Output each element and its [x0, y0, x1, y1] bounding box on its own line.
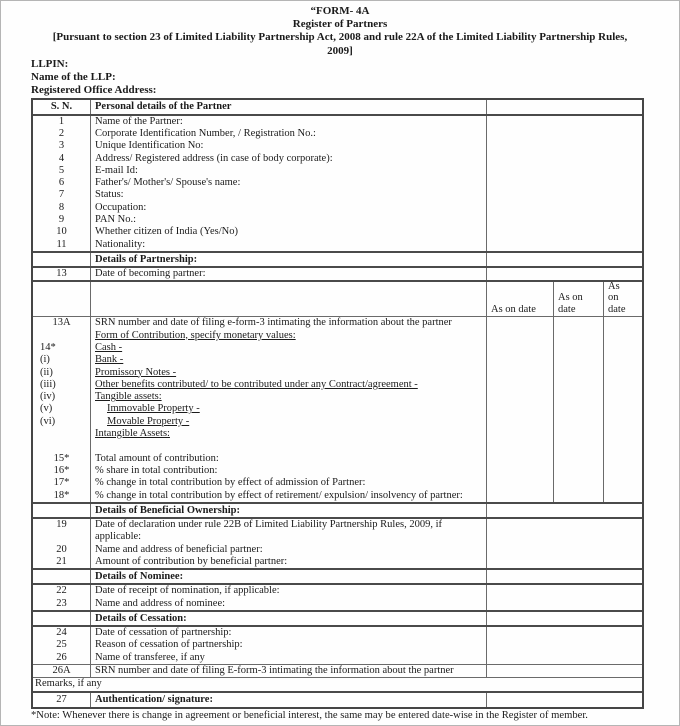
sn-cell: [33, 585, 91, 610]
form-line-text: 19: [56, 519, 67, 530]
details-line: [95, 465, 486, 477]
table-row-block: [33, 114, 642, 251]
form-line-text: 23: [56, 597, 67, 609]
details-line: [95, 477, 486, 489]
form-line-text: 2: [58, 127, 65, 139]
details-cell: [91, 519, 487, 568]
sn-line: [33, 140, 90, 152]
sn-cell: [33, 253, 91, 266]
form-line-text: SRN number and date of filing E-form-3 intimating the information about the partner: [95, 665, 454, 677]
form-line-text: Occupation:: [95, 201, 147, 213]
sn-line: [33, 379, 90, 391]
sn-line: [33, 428, 90, 440]
form-line-text: 17*: [53, 477, 70, 489]
form-line-text: Details of Beneficial Ownership:: [95, 504, 240, 516]
table-row-auth: [33, 691, 642, 707]
table-row-block: [33, 266, 642, 280]
sn-cell: [33, 612, 91, 625]
as-on-date-cell: [487, 282, 554, 316]
details-line: [95, 416, 486, 428]
form-line-text: Total amount of contribution:: [95, 452, 219, 464]
form-line-text: Remarks, if any: [35, 678, 102, 690]
details-line: [95, 100, 486, 113]
details-line: [95, 202, 486, 214]
details-line: [95, 354, 486, 366]
form-line-text: E-mail Id:: [95, 164, 138, 176]
sn-line: [33, 519, 90, 531]
details-cell: [91, 504, 487, 517]
value-cell: [487, 504, 642, 517]
details-cell: [91, 627, 487, 664]
form-line-text: Authentication/ signature:: [95, 694, 213, 706]
sn-line: [33, 391, 90, 403]
details-line: [95, 504, 486, 517]
details-line: [95, 570, 486, 583]
form-line-text: Date of declaration under rule 22B of Limited Liability Partnership Rules, 2009, if: [95, 519, 442, 530]
sn-line: [33, 416, 90, 428]
details-cell: [91, 253, 487, 266]
form-line-text: Name of the Partner:: [95, 115, 183, 127]
table-row-section: [33, 568, 642, 583]
form-line-text: Reason of cessation of partnership:: [95, 639, 243, 651]
form-line-text: Date of cessation of partnership:: [95, 627, 232, 639]
form-line-text: Status:: [95, 189, 124, 201]
form-line-text: Bank -: [95, 354, 124, 366]
form-line-text: (v): [40, 403, 53, 415]
details-line: [95, 239, 486, 251]
form-line-text: Name and address of beneficial partner:: [95, 543, 263, 555]
form-line-text: Tangible assets:: [95, 391, 162, 403]
sn-line: [33, 504, 90, 517]
sn-line: [33, 239, 90, 251]
sn-cell: [33, 317, 91, 501]
form-line-text: Details of Nominee:: [95, 571, 184, 583]
details-line: [95, 585, 486, 597]
pursuant-line-1: [Pursuant to section 23 of Limited Liability Partnership Act, 2008 and rule 22A of the Limited Liability Partnership Rules,: [52, 31, 628, 44]
sn-line: [33, 556, 90, 568]
form-line-text: Personal details of the Partner: [95, 101, 232, 113]
details-line: [95, 189, 486, 201]
form-line-text: Name of transferee, if any: [95, 651, 205, 663]
form-line-text: 26: [56, 651, 67, 663]
table-row-block: [33, 316, 642, 501]
details-line: [95, 490, 486, 502]
form-line-text: Details of Partnership:: [95, 253, 198, 265]
value-subcell: [487, 317, 554, 501]
form-line-text: Amount of contribution by beneficial partner:: [95, 555, 288, 567]
details-line: [95, 177, 486, 189]
form-line-text: (iii): [40, 378, 56, 390]
form-line-text: Intangible Assets:: [95, 428, 170, 440]
table-row-block: [33, 583, 642, 610]
sn-line: [33, 531, 90, 543]
form-line-text: 13: [56, 268, 67, 280]
details-cell: [91, 612, 487, 625]
value-cell: [487, 612, 642, 625]
form-line-text: 15*: [53, 452, 70, 464]
remarks-cell: [33, 678, 642, 691]
value-subcell: [604, 317, 642, 501]
form-line-text: 7: [58, 189, 65, 201]
sn-line: [33, 116, 90, 128]
sn-cell: [33, 100, 91, 113]
sn-line: [33, 465, 90, 477]
details-line: [95, 253, 486, 266]
sn-line: [33, 354, 90, 366]
sn-line: [33, 253, 90, 266]
sn-line: [33, 268, 90, 280]
details-line: [95, 317, 486, 329]
form-line-text: 20: [56, 543, 67, 555]
sn-line: [33, 317, 90, 329]
form-line-text: 6: [58, 177, 65, 189]
value-cell: [487, 585, 642, 610]
form-line-text: 4: [58, 152, 65, 164]
details-line: [95, 531, 486, 543]
form-line-text: Movable Property -: [107, 415, 190, 427]
form-line-text: 18*: [53, 489, 70, 501]
details-line: [95, 330, 486, 342]
form-line-text: Father's/ Mother's/ Spouse's name:: [95, 177, 241, 189]
details-line: [95, 268, 486, 280]
sn-line: [33, 189, 90, 201]
as-on-date-label: As on date: [558, 292, 583, 315]
table-row-remarks: [33, 677, 642, 691]
sn-cell: [33, 282, 91, 316]
value-cell: [487, 665, 642, 677]
form-line-text: 10: [56, 226, 67, 238]
form-line-text: 24: [56, 627, 67, 639]
sn-line: [33, 214, 90, 226]
value-cell: [487, 253, 642, 266]
as-on-date-cell: [604, 282, 642, 316]
form-line-text: 26A: [52, 665, 71, 677]
as-on-date-label: As on date: [491, 303, 536, 315]
details-cell: [91, 268, 487, 280]
value-cell: [487, 268, 642, 280]
table-row-block: [33, 664, 642, 677]
form-line-text: Immovable Property -: [107, 403, 200, 415]
details-line: [95, 440, 486, 452]
details-line: [95, 128, 486, 140]
table-row-head: [33, 100, 642, 113]
table-row-block: [33, 517, 642, 568]
details-line: [95, 639, 486, 651]
form-line-text: Details of Cessation:: [95, 612, 187, 624]
details-cell: [91, 100, 487, 113]
form-line-text: SRN number and date of filing e-form-3 intimating the information about the partner: [95, 317, 452, 329]
form-line-text: Unique Identification No:: [95, 140, 204, 152]
form-line-text: (ii): [40, 366, 53, 378]
sn-line: [33, 153, 90, 165]
as-on-date-cell: [554, 282, 604, 316]
sn-line: [33, 477, 90, 489]
sn-line: [33, 598, 90, 610]
details-line: [95, 165, 486, 177]
sn-line: [33, 440, 90, 452]
form-line-text: Date of receipt of nomination, if applicable:: [95, 585, 280, 597]
details-cell: [91, 693, 487, 707]
details-line: [95, 627, 486, 639]
details-line: [95, 519, 486, 531]
details-line: [95, 693, 486, 707]
sn-line: [33, 544, 90, 556]
details-cell: [91, 116, 487, 251]
sn-cell: [33, 693, 91, 707]
form-line-text: (vi): [40, 415, 56, 427]
details-line: [95, 153, 486, 165]
form-line-text: Corporate Identification Number, / Registration No.:: [95, 127, 316, 139]
sn-cell: [33, 504, 91, 517]
form-line-text: 1: [58, 115, 65, 127]
sn-cell: [33, 519, 91, 568]
sn-line: [33, 177, 90, 189]
form-line-text: % share in total contribution:: [95, 464, 218, 476]
sn-cell: [33, 665, 91, 677]
sn-line: [33, 453, 90, 465]
sn-line: [33, 627, 90, 639]
details-cell: [91, 585, 487, 610]
form-line-text: 16*: [53, 464, 70, 476]
value-subcell: [554, 317, 604, 501]
footer-note: *Note: Whenever there is change in agreement or beneficial interest, the same may be entered date-wise in the Register of member.: [31, 710, 588, 722]
form-title: “FORM- 4A: [310, 5, 370, 17]
form-line-text: PAN No.:: [95, 213, 137, 225]
details-line: [95, 652, 486, 664]
value-cell: [487, 693, 642, 707]
value-cell: [487, 570, 642, 583]
remarks-line: [35, 678, 642, 691]
form-table: [31, 98, 644, 709]
details-line: [95, 140, 486, 152]
details-line: [95, 116, 486, 128]
form-line-text: 8: [58, 201, 65, 213]
table-row-section: [33, 502, 642, 517]
registered-office-label: Registered Office Address:: [31, 84, 157, 97]
sn-line: [33, 585, 90, 597]
form-line-text: 3: [58, 140, 65, 152]
form-line-text: Form of Contribution, specify monetary values:: [95, 329, 296, 341]
form-line-text: 25: [56, 639, 67, 651]
sn-line: [33, 226, 90, 238]
sn-line: [33, 165, 90, 177]
details-line: [95, 556, 486, 568]
form-line-text: 22: [56, 585, 67, 597]
table-row-section: [33, 610, 642, 625]
details-line: [95, 342, 486, 354]
value-cell: [487, 100, 642, 113]
pursuant-line-2: 2009]: [327, 44, 353, 57]
details-line: [95, 665, 486, 677]
sn-line: [33, 652, 90, 664]
details-cell: [91, 317, 487, 501]
sn-line: [33, 100, 90, 113]
form-line-text: 11: [56, 238, 67, 250]
sn-line: [33, 330, 90, 342]
form-line-text: 21: [56, 555, 67, 567]
sn-cell: [33, 268, 91, 280]
form-line-text: % change in total contribution by effect of retirement/ expulsion/ insolvency of partner:: [95, 489, 463, 501]
value-cell: [487, 627, 642, 664]
form-line-text: % change in total contribution by effect of admission of Partner:: [95, 477, 366, 489]
form-line-text: (i): [40, 354, 50, 366]
form-line-text: 27: [56, 694, 67, 706]
value-cell: [487, 116, 642, 251]
sn-cell: [33, 570, 91, 583]
details-cell: [91, 570, 487, 583]
sn-line: [33, 665, 90, 677]
form-line-text: (iv): [40, 391, 56, 403]
form-line-text: Address/ Registered address (in case of body corporate):: [95, 152, 333, 164]
sn-line: [33, 367, 90, 379]
details-line: [95, 428, 486, 440]
sn-line: [33, 490, 90, 502]
form-line-text: Whether citizen of India (Yes/No): [95, 226, 238, 238]
form-line-text: Name and address of nominee:: [95, 597, 226, 609]
form-line-text: Other benefits contributed/ to be contributed under any Contract/agreement -: [95, 378, 418, 390]
sn-line: [33, 403, 90, 415]
sn-cell: [33, 116, 91, 251]
form-line-text: Date of becoming partner:: [95, 268, 206, 280]
form-line-text: Promissory Notes -: [95, 366, 177, 378]
sn-line: [33, 570, 90, 583]
details-line: [95, 214, 486, 226]
form-line-text: 9: [58, 213, 65, 225]
as-on-date-label: As on date: [608, 280, 626, 315]
llpin-label: LLPIN:: [31, 57, 69, 70]
sn-line: [33, 612, 90, 625]
details-cell: [91, 665, 487, 677]
form-line-text: 5: [58, 164, 65, 176]
details-line: [95, 544, 486, 556]
details-cell: [91, 282, 487, 316]
details-line: [95, 612, 486, 625]
details-line: [95, 403, 486, 415]
form-line-text: 13A: [52, 317, 71, 329]
table-row-block: [33, 625, 642, 664]
form-line-text: S. N.: [50, 101, 73, 113]
sn-line: [33, 128, 90, 140]
value-cell: [487, 317, 642, 501]
as-on-date-header-cell: [487, 282, 642, 316]
form-subtitle: Register of Partners: [292, 18, 388, 31]
details-line: [95, 453, 486, 465]
value-cell: [487, 519, 642, 568]
form-line-text: applicable:: [95, 531, 142, 543]
table-row-section: [33, 251, 642, 266]
sn-line: [33, 639, 90, 651]
form-line-text: Cash -: [95, 341, 123, 353]
sn-line: [33, 202, 90, 214]
details-line: [95, 379, 486, 391]
sn-line: [33, 342, 90, 354]
sn-line: [33, 693, 90, 707]
llp-name-label: Name of the LLP:: [31, 71, 116, 84]
form-line-text: Nationality:: [95, 238, 146, 250]
details-line: [95, 598, 486, 610]
details-line: [95, 391, 486, 403]
details-line: [95, 226, 486, 238]
sn-cell: [33, 627, 91, 664]
table-row-ason: [33, 280, 642, 316]
form-header: [1, 1, 679, 97]
details-line: [95, 367, 486, 379]
form-line-text: 14*: [40, 341, 56, 353]
